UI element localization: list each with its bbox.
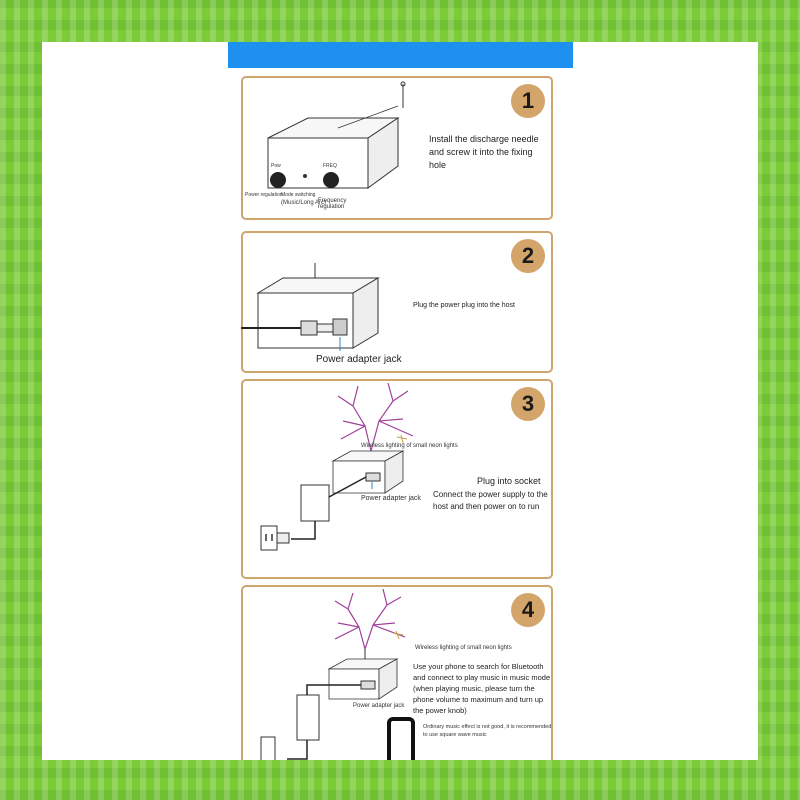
step-1-card (241, 76, 553, 220)
step-4-note: Ordinary music effect is not good, it is recommended to use square wave music (423, 724, 552, 738)
step-1-badge: 1 (511, 84, 545, 118)
step-4-instruction: Use your phone to search for Bluetooth and connect to play music in music mode (when playing music, please turn the phone volume to maximum and turn up the power knob) (413, 662, 551, 715)
step-4-badge: 4 (511, 593, 545, 627)
step-3-heading: Plug into socket (477, 476, 541, 486)
frequency-regulation-label: Frequency regulation (318, 198, 347, 210)
step-2-jack-label: Power adapter jack (316, 354, 402, 365)
instruction-sheet (42, 42, 758, 760)
step-4-jack-label: Power adapter jack (353, 703, 405, 709)
step-4-wireless-label: Wireless lighting of small neon lights (415, 645, 512, 651)
header-bar (228, 42, 573, 68)
step-4-card (241, 585, 553, 760)
step-2-badge: 2 (511, 239, 545, 273)
mode-options-label: (Music/Long Arc) (281, 200, 327, 206)
step-2-instruction: Plug the power plug into the host (413, 302, 515, 309)
step-3-badge: 3 (511, 387, 545, 421)
step-3-jack-label: Power adapter jack (361, 495, 421, 502)
step-3-wireless-label: Wireless lighting of small neon lights (361, 443, 458, 449)
step-3-card (241, 379, 553, 579)
step-2-card (241, 231, 553, 373)
power-regulation-label: Power regulation (245, 192, 283, 198)
power-knob-label: Pow (271, 163, 281, 169)
mode-switching-label: Mode switching (281, 192, 316, 198)
freq-knob-label: FREQ (323, 163, 337, 169)
step-3-instruction: Connect the power supply to the host and then power on to run (433, 490, 548, 511)
step-1-instruction: Install the discharge needle and screw it into the fixing hole (429, 134, 539, 170)
